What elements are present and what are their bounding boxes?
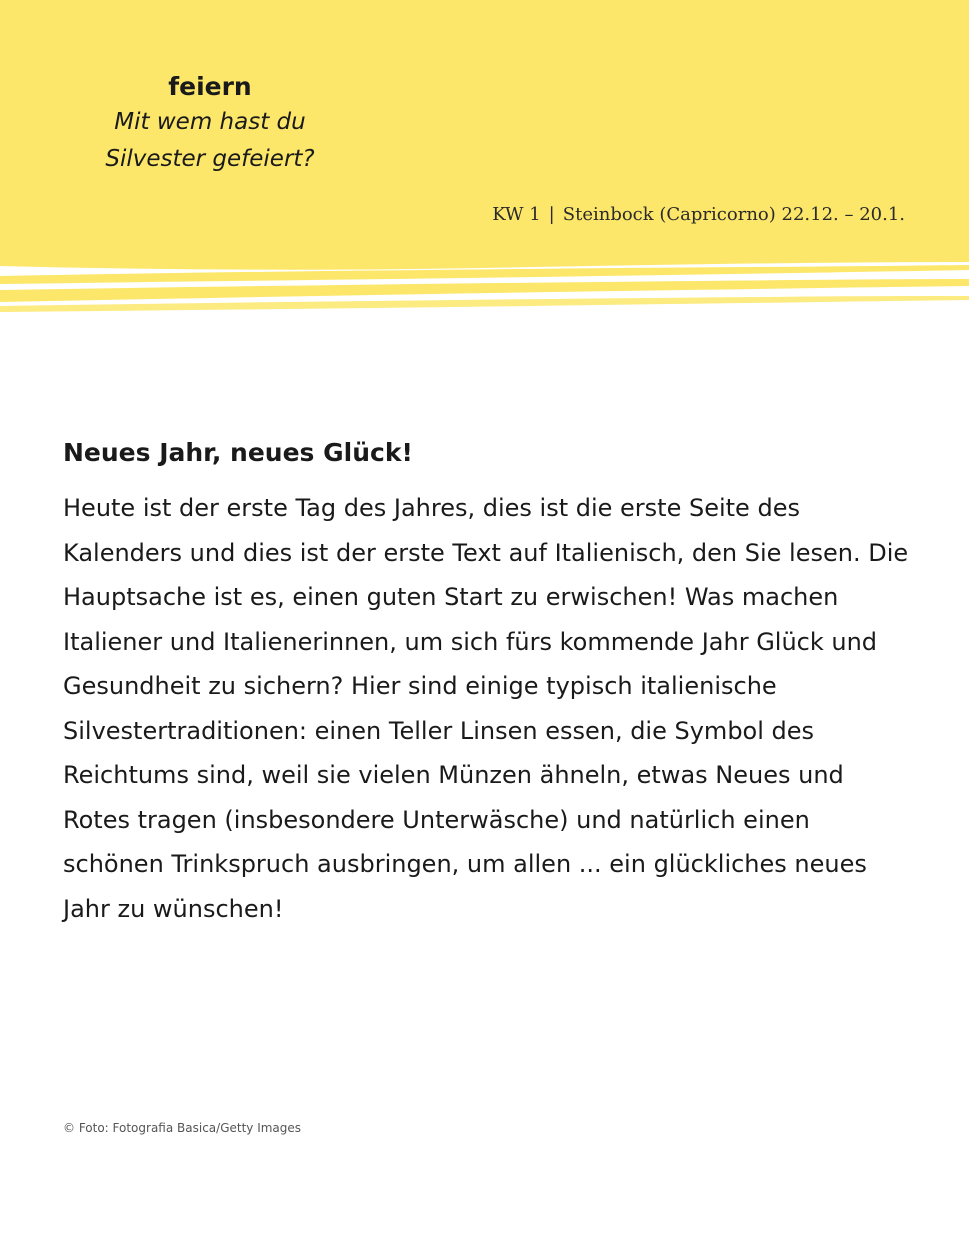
week-separator: | [548,204,555,225]
zodiac-range: Steinbock (Capricorno) 22.12. – 20.1. [562,204,905,225]
week-info [492,204,905,225]
question-line-2: Silvester gefeiert? [105,146,315,172]
photo-credit: © Foto: Fotografia Basica/Getty Images [63,1121,302,1135]
word-block [60,70,360,178]
article-title: Neues Jahr, neues Glück! [63,438,413,467]
word-of-week: feiern [168,72,252,101]
week-number: KW 1 [492,204,541,225]
article-body: Heute ist der erste Tag des Jahres, dies ist die erste Seite des Kalenders und dies ist der erste Text auf Italienisch, den Sie lesen. Die Hauptsache ist es, einen guten Start zu erwischen! Was machen Italiener und Italienerinnen, um sich fürs kommende Jahr Glück und Gesundheit zu sichern? Hier sind einige typisch italienische Silvestertraditionen: einen Teller Linsen essen, die Symbol des Reichtums sind, weil sie vielen Münzen ähneln, etwas Neues und Rotes tragen (insbesondere Unterwäsche) und natürlich einen schönen Trinkspruch ausbringen, um allen ... ein glückliches neues Jahr zu wünschen! [63,494,909,923]
question-line-1: Mit wem hast du [114,109,306,135]
